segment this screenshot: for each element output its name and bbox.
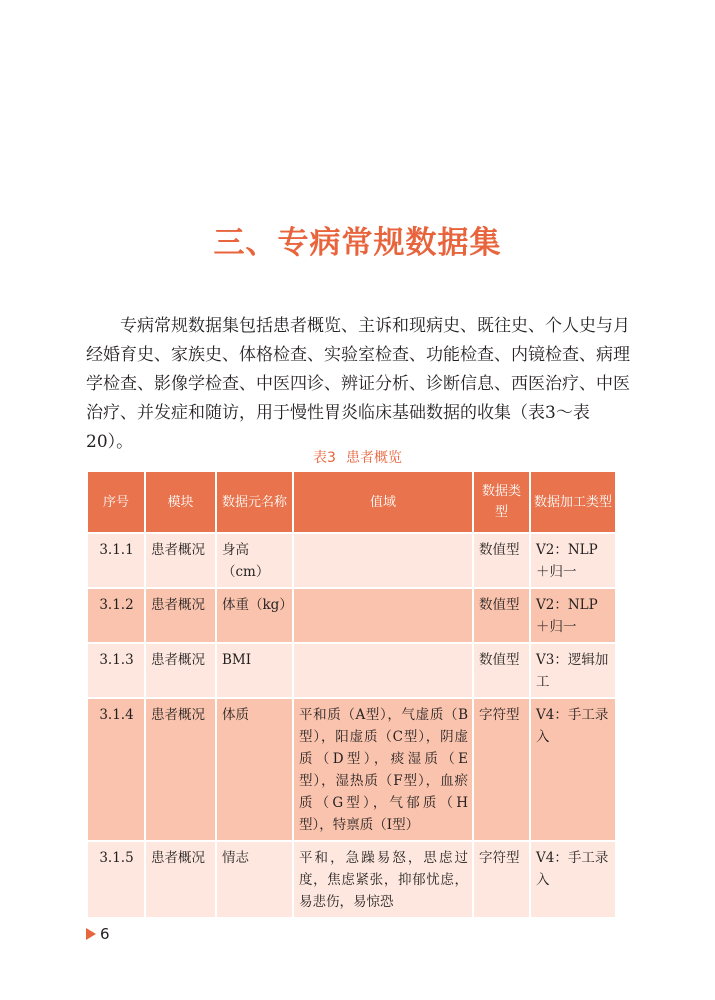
cell-data-type: 数值型 [473,588,530,643]
header-element-name: 数据元名称 [216,471,293,533]
cell-processing-type: V4：手工录入 [530,698,616,841]
cell-data-type: 字符型 [473,698,530,841]
cell-serial: 3.1.3 [87,643,145,698]
page-number-text: 6 [100,925,110,943]
cell-value-domain: 平和，急躁易怒，思虑过度，焦虑紧张，抑郁忧虑，易悲伤，易惊恐 [293,841,473,918]
cell-data-type: 字符型 [473,841,530,918]
page-number [86,925,110,943]
cell-serial: 3.1.5 [87,841,145,918]
cell-value-domain: 平和质（A型），气虚质（B型），阳虚质（C型），阴虚质（D型），痰湿质（E型），湿热质（F型），血瘀质（G型），气郁质（H型），特禀质（I型） [293,698,473,841]
table-row [87,841,616,918]
cell-module: 患者概况 [145,841,216,918]
chapter-title: 三、专病常规数据集 [213,224,502,261]
table-header-row [87,471,616,533]
cell-element-name: 身高（cm） [216,533,293,588]
table-row [87,643,616,698]
cell-value-domain [293,588,473,643]
cell-element-name: 体重（kg） [216,588,293,643]
cell-serial: 3.1.2 [87,588,145,643]
header-value-domain: 值域 [293,471,473,533]
header-serial: 序号 [87,471,145,533]
table-caption [0,447,715,467]
cell-element-name: 体质 [216,698,293,841]
cell-value-domain [293,643,473,698]
cell-data-type: 数值型 [473,533,530,588]
cell-processing-type: V2：NLP＋归一 [530,533,616,588]
cell-module: 患者概况 [145,698,216,841]
header-data-type: 数据类型 [473,471,530,533]
cell-serial: 3.1.4 [87,698,145,841]
cell-serial: 3.1.1 [87,533,145,588]
patient-overview-table [86,470,617,919]
table-title: 患者概览 [345,450,402,466]
cell-module: 患者概况 [145,588,216,643]
intro-paragraph: 专病常规数据集包括患者概览、主诉和现病史、既往史、个人史与月经婚育史、家族史、体格检查、实验室检查、功能检查、内镜检查、病理学检查、影像学检查、中医四诊、辨证分析、诊断信息、西医治疗、中医治疗、并发症和随访，用于慢性胃炎临床基础数据的收集（表3～表20）。 [86,316,630,452]
cell-module: 患者概况 [145,643,216,698]
cell-module: 患者概况 [145,533,216,588]
table-row [87,698,616,841]
cell-element-name: BMI [216,643,293,698]
table-row [87,533,616,588]
cell-data-type: 数值型 [473,643,530,698]
cell-processing-type: V2：NLP＋归一 [530,588,616,643]
table-row [87,588,616,643]
table-number: 表3 [313,450,336,466]
cell-processing-type: V3：逻辑加工 [530,643,616,698]
triangle-marker-icon [86,928,96,940]
header-processing-type: 数据加工类型 [530,471,616,533]
cell-value-domain [293,533,473,588]
cell-processing-type: V4：手工录入 [530,841,616,918]
header-module: 模块 [145,471,216,533]
cell-element-name: 情志 [216,841,293,918]
